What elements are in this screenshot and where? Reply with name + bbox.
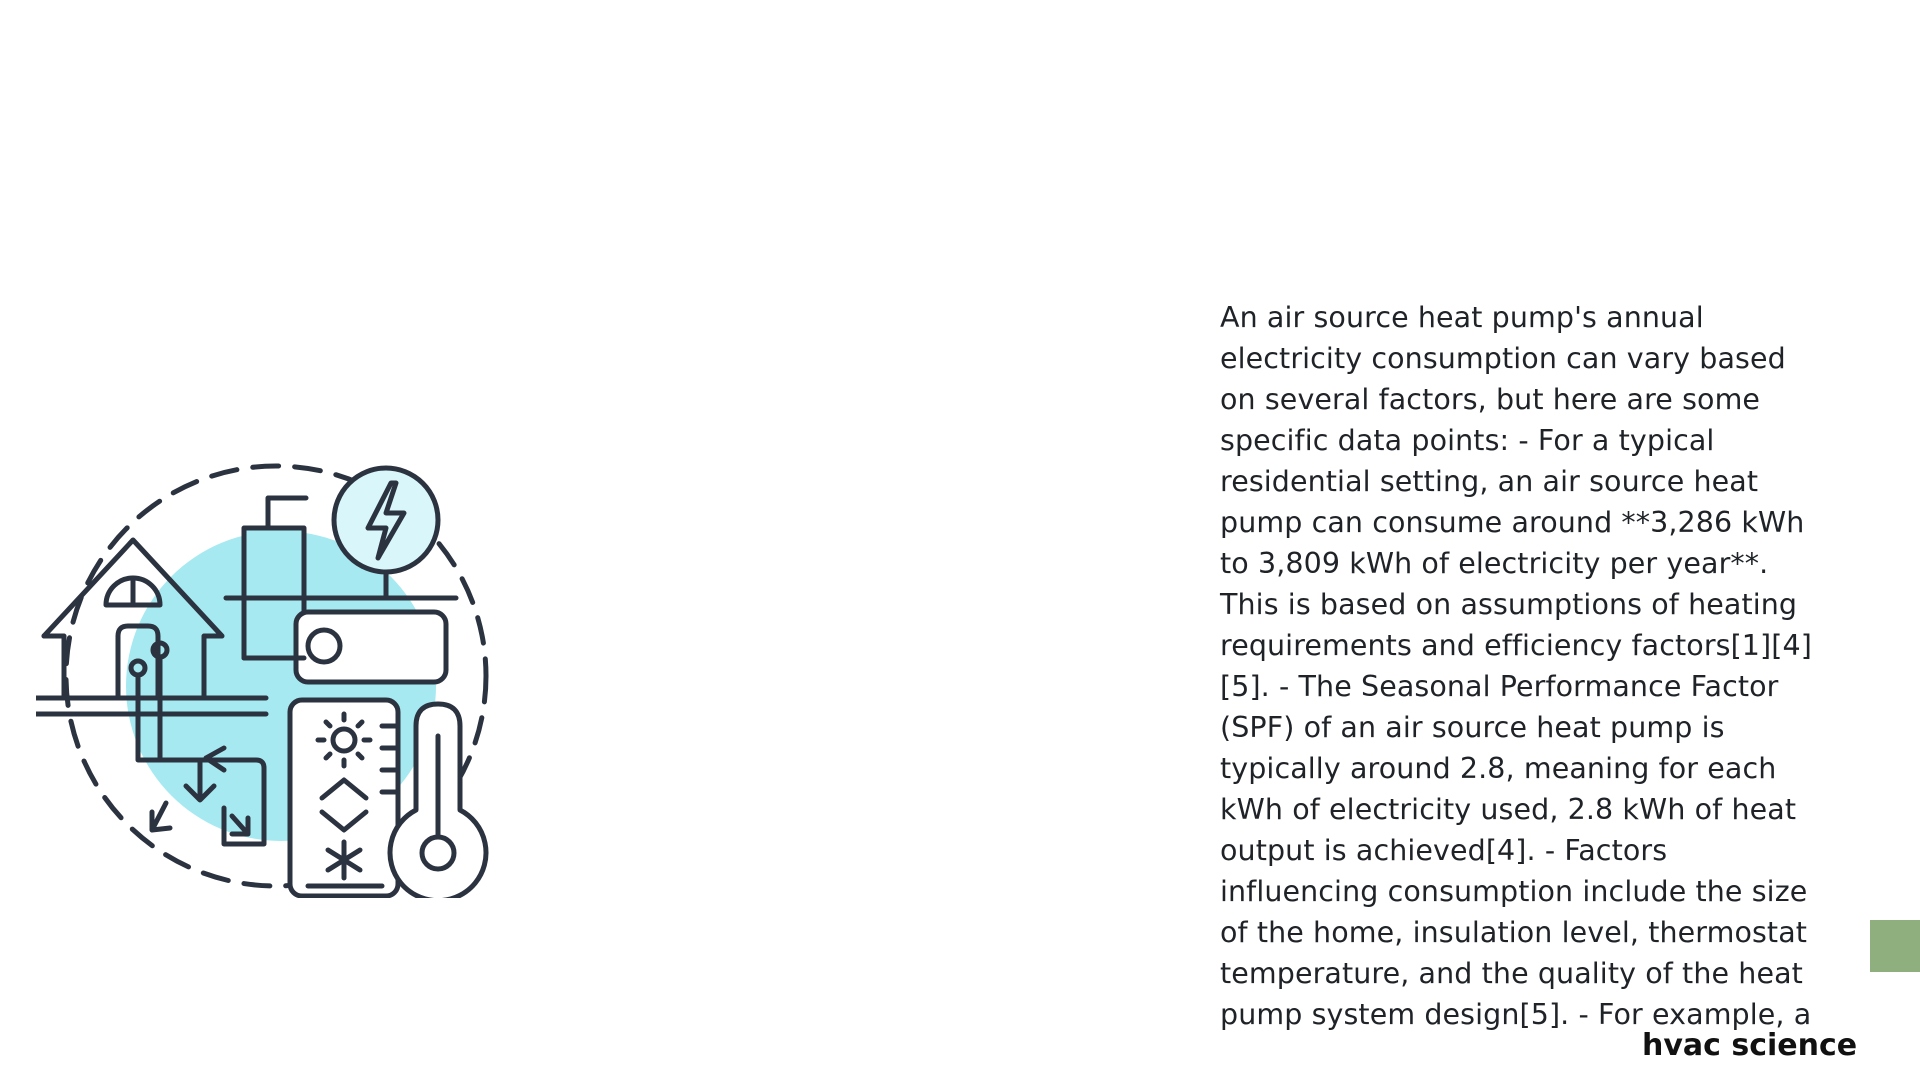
article-paragraph: This is based on assumptions of heating requirements and efficiency factors[1][4][5]. - The Seasonal Performance Factor (SPF) of an air source heat pump is typically around 2.8, meaning for each kWh of electricity used, 2.8 kWh of heat output is achieved[4]. - Factors influencing consumption include the size of the home, insulation level, thermostat temperature, and the quality of the heat pump system design[5]. - For example, a: [1220, 588, 1812, 1031]
article-paragraph: An air source heat pump's annual electricity consumption can vary based on several factors, but here are some specific data points: - For a typical residential setting, an air source heat pump can consume around **3,286 kWh to 3,809 kWh of electricity per year**.: [1220, 301, 1805, 580]
accent-block: [1870, 920, 1920, 972]
brand-watermark: hvac science: [1642, 1028, 1858, 1063]
article-text: [1220, 297, 1830, 1035]
heat-pump-illustration: [36, 458, 496, 898]
